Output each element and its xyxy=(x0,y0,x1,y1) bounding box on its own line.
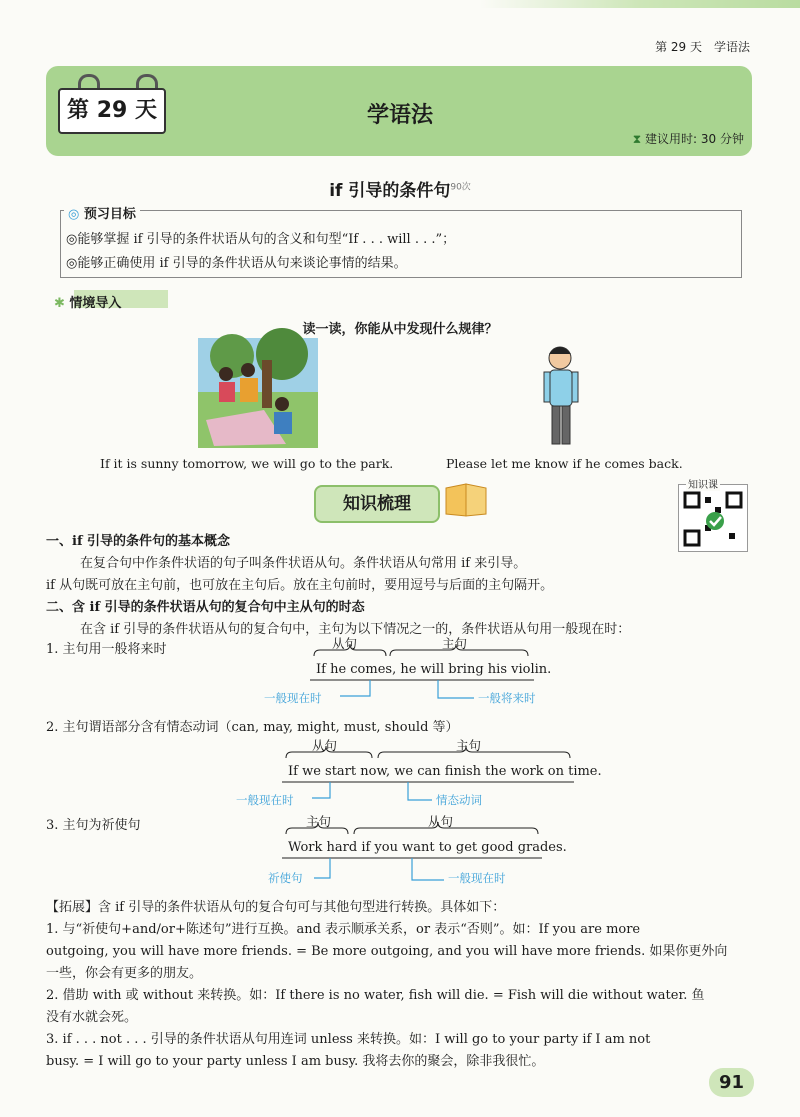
section-title: if 引导的条件句$^{90次}$ xyxy=(329,181,471,201)
extension-item: busy. = I will go to your party unless I am busy. 我将去你的聚会，除非我很忙。 xyxy=(46,1054,545,1069)
boy-caption: Please let me know if he comes back. xyxy=(446,456,683,471)
day-label: 第 29 天 xyxy=(58,88,166,134)
clause-tag: 主句 xyxy=(456,738,482,753)
extension-item: 1. 与“祈使句+and/or+陈述句”进行互换。and 表示顺承关系，or 表示“否则”。如：If you are more xyxy=(46,922,641,937)
frequency-tag: 90次 xyxy=(450,182,471,193)
example-sentence: If we start now, we can finish the work on time. xyxy=(288,764,602,779)
lead-in-heading: ✱ 情境导入 xyxy=(54,296,122,311)
goal-item: ◎能够正确使用 if 引导的条件状语从句来谈论事情的结果。 xyxy=(66,256,407,271)
clause-tag: 从句 xyxy=(312,738,338,753)
running-header: 第 29 天 学语法 xyxy=(655,40,750,54)
extension-item: 没有水就会死。 xyxy=(46,1010,138,1025)
tense-annotation: 一般现在时 xyxy=(264,691,322,705)
extension-intro: 【拓展】含 if 引导的条件状语从句的复合句可与其他句型进行转换。具体如下： xyxy=(46,900,506,915)
part1-heading: 一、if 引导的条件句的基本概念 xyxy=(46,534,231,549)
annotation-arrow xyxy=(408,782,432,800)
goal-item: ◎能够掌握 if 引导的条件状语从句的含义和句型“If . . . will . . .”； xyxy=(66,232,456,247)
clause-tag: 主句 xyxy=(306,814,332,829)
suggested-time: ⧗ 建议用时: 30 分钟 xyxy=(632,132,744,146)
picnic-caption: If it is sunny tomorrow, we will go to the park. xyxy=(100,456,394,471)
qr-label: 知识课 xyxy=(686,476,720,491)
case-label: 1. 主句用一般将来时 xyxy=(46,642,167,657)
knowledge-heading: 知识梳理 xyxy=(314,485,440,523)
clause-tag: 从句 xyxy=(428,814,454,829)
lead-in-question: 读一读，你能从中发现什么规律？ xyxy=(302,322,498,337)
tense-annotation: 一般现在时 xyxy=(448,871,506,885)
annotation-arrow xyxy=(412,858,444,880)
clause-brace xyxy=(314,644,386,656)
target-icon: ◎ xyxy=(68,207,84,222)
clause-tag: 主句 xyxy=(442,636,468,651)
hourglass-icon: ⧗ xyxy=(632,132,646,146)
part1-paragraph: if 从句既可放在主句前，也可放在主句后。放在主句前时，要用逗号与后面的主句隔开。 xyxy=(46,578,554,593)
goals-heading: ◎ 预习目标 xyxy=(64,203,140,222)
annotation-arrow xyxy=(340,680,370,696)
example-sentence: Work hard if you want to get good grades. xyxy=(288,840,567,855)
tense-annotation: 祈使句 xyxy=(268,871,303,885)
extension-item: 2. 借助 with 或 without 来转换。如：If there is no water, fish will die. = Fish will die without water. 鱼 xyxy=(46,988,705,1003)
clause-brace xyxy=(378,746,570,758)
annotation-arrow xyxy=(438,680,474,698)
clause-brace xyxy=(354,822,538,834)
tense-annotation: 一般现在时 xyxy=(236,793,294,807)
clause-brace xyxy=(390,644,528,656)
clause-tag: 从句 xyxy=(332,636,358,651)
example-sentence: If he comes, he will bring his violin. xyxy=(316,662,552,677)
annotation-arrow xyxy=(312,782,330,798)
part2-heading: 二、含 if 引导的条件状语从句的复合句中主从句的时态 xyxy=(46,600,365,615)
extension-item: outgoing, you will have more friends. = Be more outgoing, and you will have more friends. 如果你更外向 xyxy=(46,944,728,959)
tense-annotation: 情态动词 xyxy=(436,793,482,807)
case-label: 3. 主句为祈使句 xyxy=(46,818,141,833)
clause-brace xyxy=(286,746,372,758)
part1-paragraph: 在复合句中作条件状语的句子叫条件状语从句。条件状语从句常用 if 来引导。 xyxy=(80,556,527,571)
lightbulb-icon: ✱ xyxy=(54,296,70,311)
page-number: 91 xyxy=(709,1068,754,1097)
extension-item: 3. if . . . not . . . 引导的条件状语从句用连词 unless 来转换。如：I will go to your party if I am not xyxy=(46,1032,651,1047)
extension-item: 一些，你会有更多的朋友。 xyxy=(46,966,203,981)
part2-intro: 在含 if 引导的条件状语从句的复合句中，主句为以下情况之一的，条件状语从句用一般现在时： xyxy=(80,622,631,637)
banner-title: 学语法 xyxy=(366,103,433,128)
tense-annotation: 一般将来时 xyxy=(478,691,536,705)
case-label: 2. 主句谓语部分含有情态动词（can, may, might, must, should 等） xyxy=(46,720,459,735)
annotation-arrow xyxy=(314,858,330,878)
clause-brace xyxy=(286,822,348,834)
